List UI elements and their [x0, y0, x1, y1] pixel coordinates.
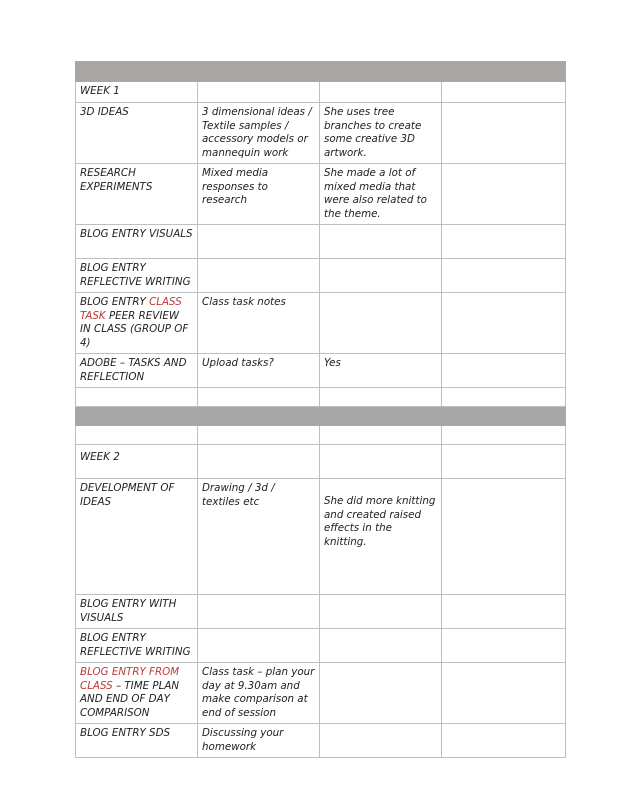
table-row: [76, 259, 566, 293]
table-cell[interactable]: [198, 82, 320, 103]
task-cell: BLOG ENTRY VISUALS: [76, 225, 198, 259]
description-cell[interactable]: [198, 225, 320, 259]
extra-cell[interactable]: [442, 354, 566, 388]
empty-row: [76, 426, 566, 445]
table-cell[interactable]: [320, 445, 442, 479]
task-cell: [76, 293, 198, 354]
comment-cell[interactable]: [320, 595, 442, 629]
table-row: [76, 164, 566, 225]
table-row: [76, 724, 566, 758]
week-2-row: [76, 445, 566, 479]
header-cell: [320, 62, 442, 82]
comment-cell[interactable]: [320, 479, 442, 595]
table-row: [76, 663, 566, 724]
table-cell[interactable]: [76, 388, 198, 407]
description-cell: Class task notes: [198, 293, 320, 354]
description-cell: 3 dimensional ideas / Textile samples / accessory models or mannequin work: [198, 103, 320, 164]
task-cell: DEVELOPMENT OF IDEAS: [76, 479, 198, 595]
description-cell[interactable]: [198, 595, 320, 629]
task-cell: BLOG ENTRY SDS: [76, 724, 198, 758]
table-row: [76, 479, 566, 595]
extra-cell[interactable]: [442, 629, 566, 663]
extra-cell[interactable]: [442, 225, 566, 259]
extra-cell[interactable]: [442, 103, 566, 164]
description-cell: Drawing / 3d / textiles etc: [198, 479, 320, 595]
header-cell: [76, 62, 198, 82]
week-2-title: WEEK 2: [76, 445, 198, 479]
table-cell[interactable]: [442, 445, 566, 479]
task-cell: BLOG ENTRY REFLECTIVE WRITING: [76, 629, 198, 663]
table-cell[interactable]: [320, 82, 442, 103]
comment-cell[interactable]: [320, 293, 442, 354]
project-log-table: [75, 61, 566, 758]
header-cell: [198, 62, 320, 82]
table-cell[interactable]: [198, 388, 320, 407]
extra-cell[interactable]: [442, 663, 566, 724]
divider-cell: [320, 407, 442, 426]
divider-cell: [198, 407, 320, 426]
table-row: [76, 293, 566, 354]
extra-cell[interactable]: [442, 293, 566, 354]
class-task-highlight: CLASS TASK: [80, 296, 182, 322]
task-cell: [76, 663, 198, 724]
description-cell[interactable]: [198, 629, 320, 663]
comment-cell[interactable]: Yes: [320, 354, 442, 388]
extra-cell[interactable]: [442, 595, 566, 629]
divider-cell: [442, 407, 566, 426]
comment-cell[interactable]: She uses tree branches to create some creative 3D artwork.: [320, 103, 442, 164]
task-text: BLOG ENTRY: [80, 296, 150, 308]
table-row: [76, 354, 566, 388]
description-cell: Upload tasks?: [198, 354, 320, 388]
task-text: PEER REVIEW IN CLASS (GROUP OF 4): [80, 309, 189, 349]
table-row: [76, 629, 566, 663]
comment-cell[interactable]: [320, 225, 442, 259]
task-cell: BLOG ENTRY WITH VISUALS: [76, 595, 198, 629]
table-cell[interactable]: [198, 445, 320, 479]
table-cell[interactable]: [198, 426, 320, 445]
header-cell: [442, 62, 566, 82]
table-cell[interactable]: [76, 426, 198, 445]
table-cell[interactable]: [320, 426, 442, 445]
extra-cell[interactable]: [442, 724, 566, 758]
table-row: [76, 225, 566, 259]
comment-cell[interactable]: [320, 259, 442, 293]
table-cell[interactable]: [442, 388, 566, 407]
extra-cell[interactable]: [442, 164, 566, 225]
week-1-title: WEEK 1: [76, 82, 198, 103]
description-cell[interactable]: [198, 259, 320, 293]
table-row: [76, 595, 566, 629]
table-cell[interactable]: [320, 388, 442, 407]
week-1-row: [76, 82, 566, 103]
comment-text: She did more knitting and created raised effects in the knitting.: [324, 495, 436, 548]
description-cell: Discussing your homework: [198, 724, 320, 758]
comment-cell[interactable]: She made a lot of mixed media that were also related to the theme.: [320, 164, 442, 225]
task-text: – TIME PLAN AND END OF DAY COMPARISON: [80, 679, 180, 719]
table-cell[interactable]: [442, 426, 566, 445]
table-row: [76, 103, 566, 164]
comment-cell[interactable]: [320, 724, 442, 758]
task-cell: 3D IDEAS: [76, 103, 198, 164]
comment-cell[interactable]: [320, 663, 442, 724]
class-task-highlight: BLOG ENTRY FROM CLASS: [80, 666, 180, 692]
task-cell: ADOBE – TASKS AND REFLECTION: [76, 354, 198, 388]
comment-cell[interactable]: [320, 629, 442, 663]
table-cell[interactable]: [442, 82, 566, 103]
task-cell: RESEARCH EXPERIMENTS: [76, 164, 198, 225]
empty-row: [76, 388, 566, 407]
divider-band: [76, 407, 566, 426]
extra-cell[interactable]: [442, 479, 566, 595]
header-band: [76, 62, 566, 82]
description-cell: Mixed media responses to research: [198, 164, 320, 225]
extra-cell[interactable]: [442, 259, 566, 293]
divider-cell: [76, 407, 198, 426]
description-cell: Class task – plan your day at 9.30am and make comparison at end of session: [198, 663, 320, 724]
task-cell: BLOG ENTRY REFLECTIVE WRITING: [76, 259, 198, 293]
